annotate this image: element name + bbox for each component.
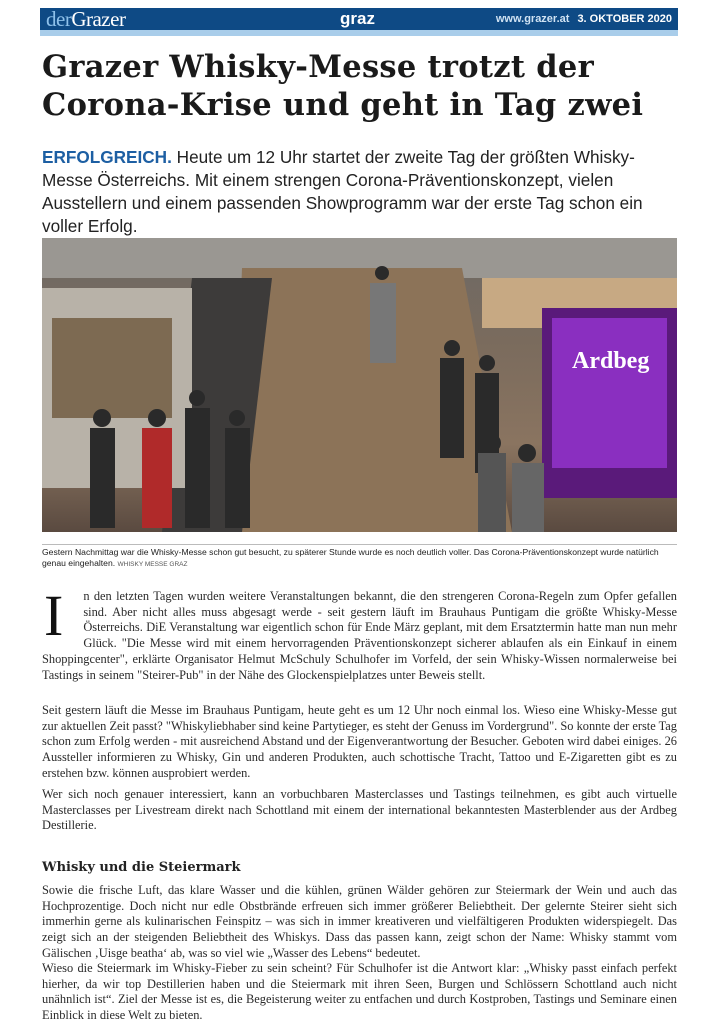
logo: derGrazer [46,6,126,31]
photo-credit: WHISKY MESSE GRAZ [117,561,188,568]
ardbeg-sign: Ardbeg [572,348,650,374]
body-paragraph-4: Sowie die frische Luft, das klare Wasser und die kühlen, grünen Wälder gehören zur Steiermark der Wein und auch das Hochprozentige. Doch nicht nur edle Obstbrände erfreuen sich immer größerer Beliebtheit. Der gelernte Steirer sieht sich immerhin gerne als kulinarischen Feinspitz – was sich in immer kreativeren und vielfältigeren Produkten widerspiegelt. Das zeigt sich an der steigenden Beliebtheit des Whiskys. Dass das passen kann, zeigt schon der Name: Whisky stammt vom Gälischen ‚Uisge beatha‘ ab, was so viel wie „Wasser des Lebens“ bedeutet. [42,883,677,960]
photo-scene [42,238,677,532]
body-paragraph-1: I n den letzten Tagen wurden weitere Veranstaltungen bekannt, die den strengeren Corona-Regeln zum Opfer gefallen sind. Aber nicht alles muss abgesagt werde - seit gestern läuft im Brauhaus Puntigam die größte Whisky-Messe Österreichs. DiE Veranstaltung war eigentlich schon für Ende März geplant, mit dem Ersatztermin hatte man nun mehr Glück. "Die Messe wird mit einem hervorragenden Präventionskonzept sicherer ablaufen als ein Einkauf in einem Shoppingcenter", erklärte Organisator Helmut McSchuly Schulhofer im Vorfeld, der sein Whisky-Wissen normalerweise bei Tastings in seinem "Steirer-Pub" in der Nähe des Glockenspielplatzes unter Beweis stellt. [42,583,677,682]
lead-keyword: ERFOLGREICH. [42,147,172,167]
masthead [40,8,678,30]
photo-caption: Gestern Nachmittag war die Whisky-Messe schon gut besucht, zu späterer Stunde wurde es noch deutlich voller. Das Corona-Präventionskonzept wurde natürlich genau eingehalten. WHISKY MESSE GRAZ [42,544,677,570]
body-paragraph-3: Wer sich noch genauer interessiert, kann an vorbuchbaren Masterclasses und Tastings teilnehmen, es gibt auch virtuelle Masterclasses per Livestream direkt nach Schottland mit einem der international bekanntesten Masterblender aus der Ardbeg Destillerie. [42,787,677,833]
masthead-strip [40,30,678,36]
article-photo [42,238,677,532]
website-url: www.grazer.at [495,13,570,25]
drop-cap: I [44,583,64,648]
subheading: Whisky und die Steiermark [42,860,241,875]
section-label: graz [340,9,375,28]
lead-paragraph: ERFOLGREICH. Heute um 12 Uhr startet der zweite Tag der größten Whisky-Messe Österreichs. Mit einem strengen Corona-Präventionskonzept, vielen Ausstellern und einem passenden Showprogramm war der erste Tag schon ein voller Erfolg. [42,147,643,236]
headline: Grazer Whisky-Messe trotzt der Corona-Krise und geht in Tag zwei [42,49,644,123]
issue-date: 3. OKTOBER 2020 [577,13,672,25]
body-paragraph-2: Seit gestern läuft die Messe im Brauhaus Puntigam, heute geht es um 12 Uhr noch einmal los. Wieso eine Whisky-Messe gut zur aktuellen Zeit passt? "Whiskyliebhaber sind keine Partytieger, es steht der Genuss im Vordergrund". So konnte der erste Tag schon zum Erfolg werden - mit ausreichend Abstand und der Eigenverantwortung der Besucher. Geboten wird dabei einiges. 26 Aussteller informieren zu Whisky, Gin und anderen Produkten, auch schottische Tracht, Tattoo und E-Zigaretten gibt es zu erstehen bzw. können ausprobiert werden. [42,703,677,780]
body-paragraph-5: Wieso die Steiermark im Whisky-Fieber zu sein scheint? Für Schulhofer ist die Antwort klar: „Whisky passt einfach perfekt hierher, da wir top Destillerien haben und die Steiermark mit ihren Seen, Burgen und Schlössern Schottland auch nicht unähnlich ist“. Ziel der Messe ist es, die Begeisterung weiter zu entfachen und durch Kostproben, Tastings und Seminare einen Einblick in diese Welt zu bieten. [42,961,677,1023]
